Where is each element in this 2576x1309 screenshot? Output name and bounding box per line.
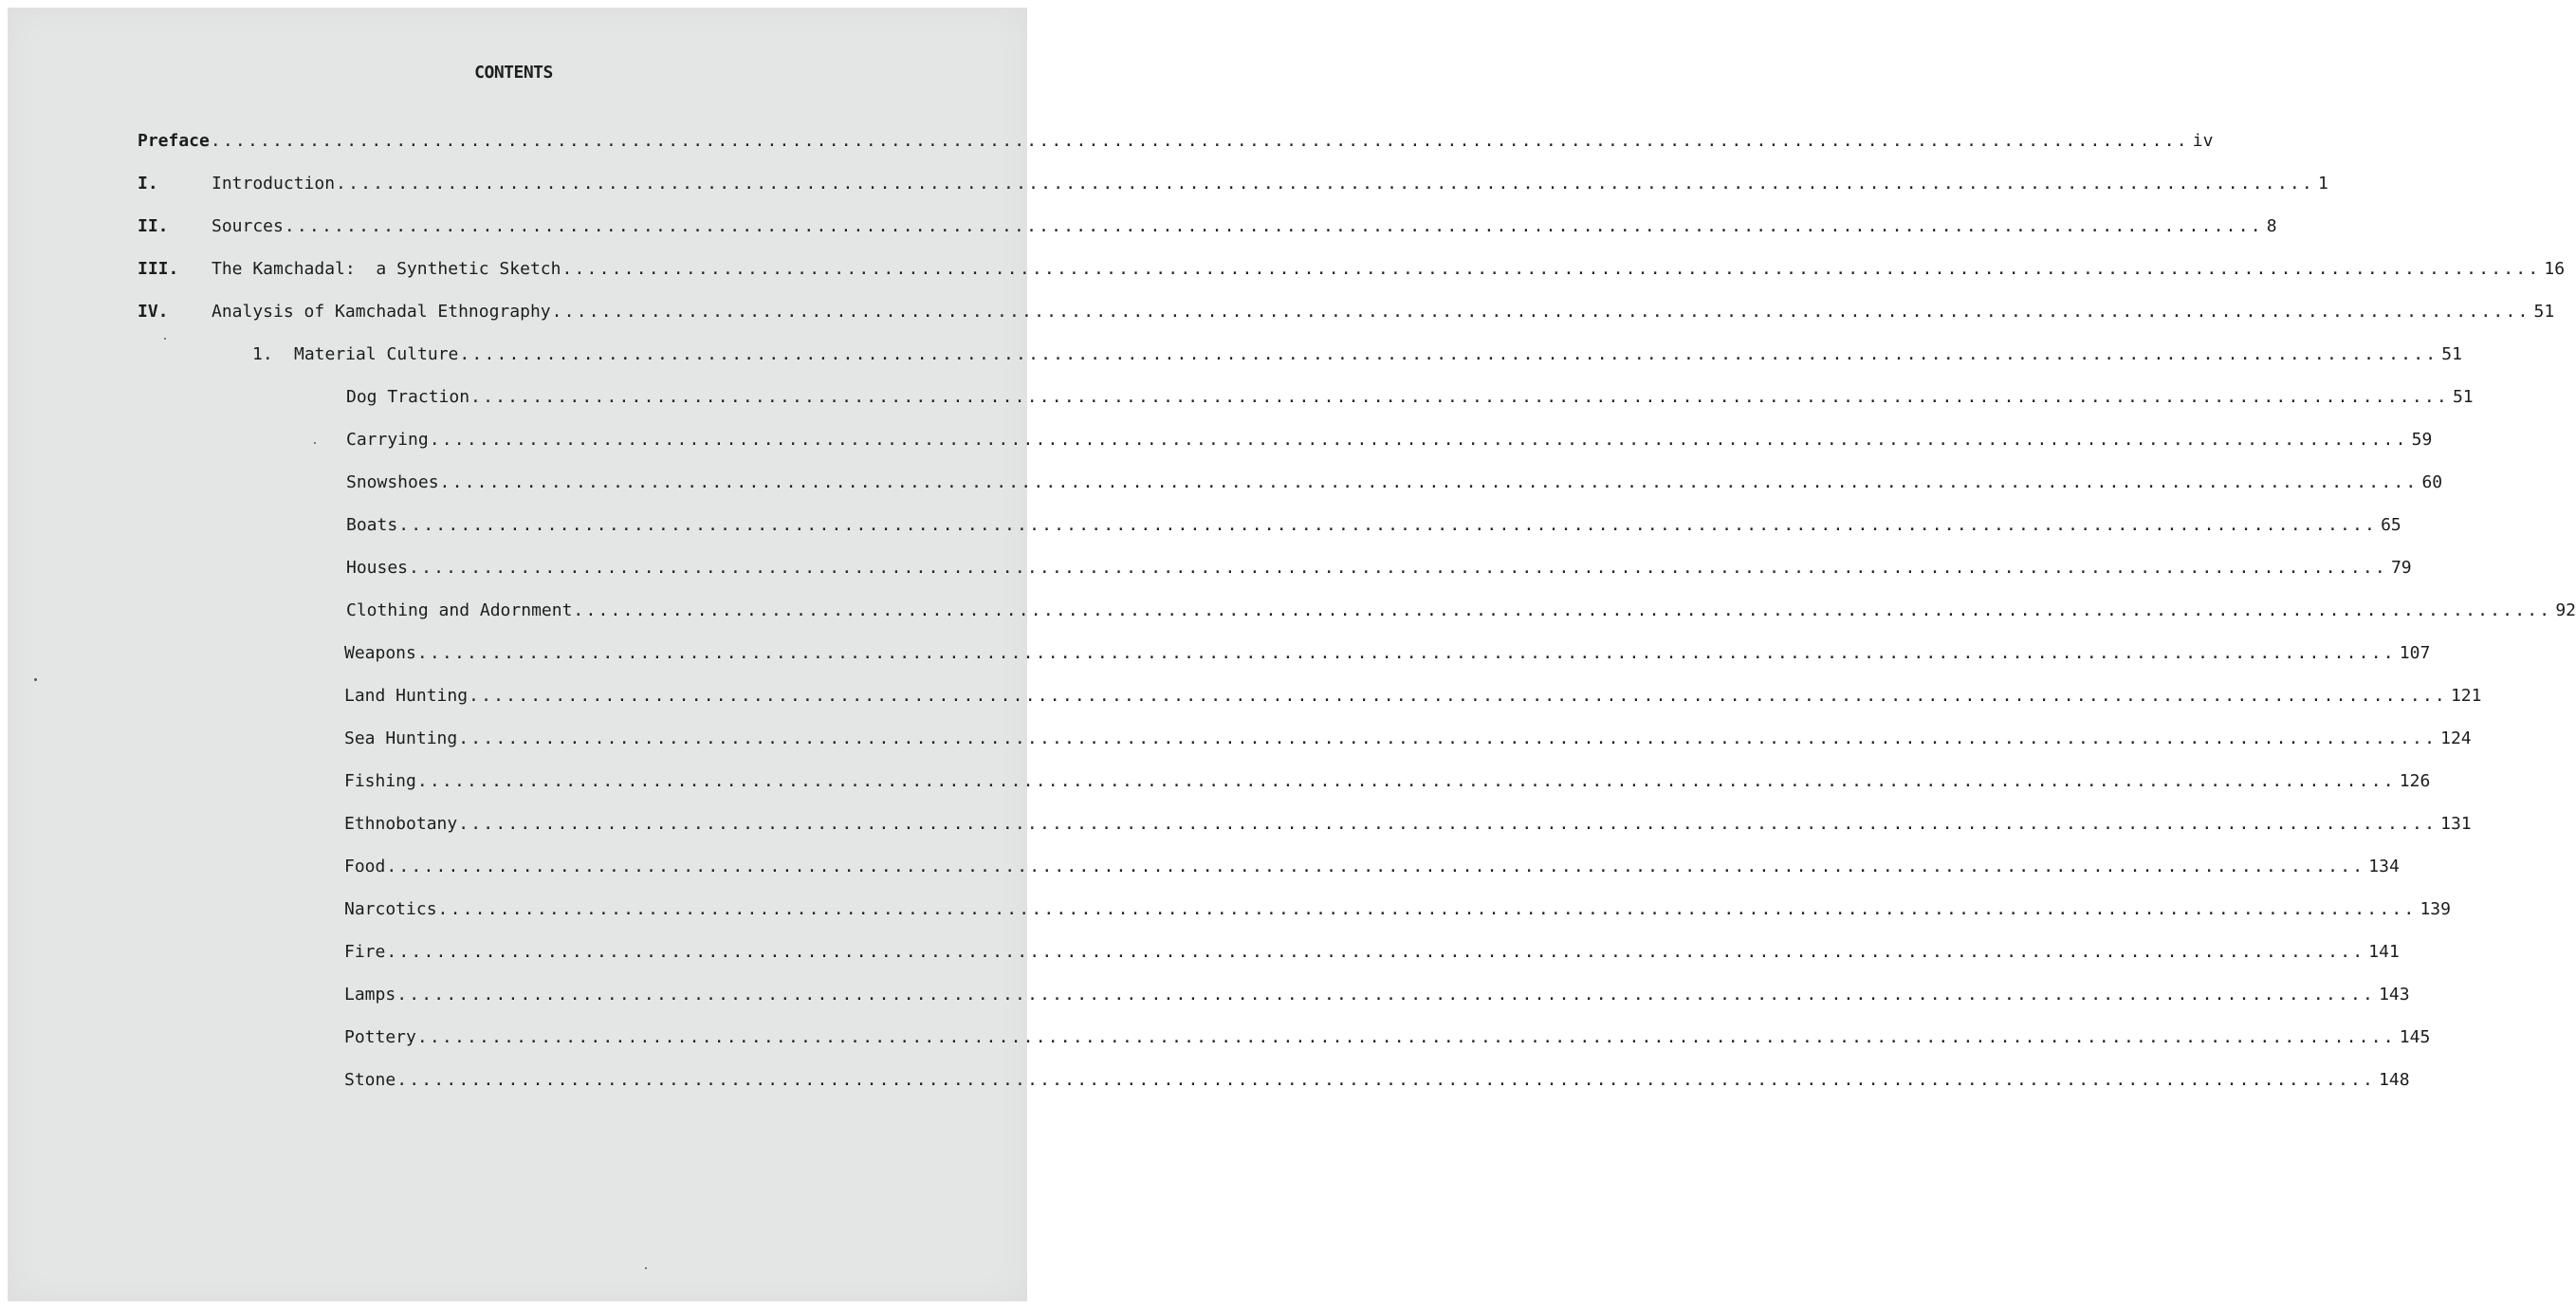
- toc-entry-analysis: [138, 302, 2555, 326]
- scan-speck: [34, 678, 37, 681]
- toc-entry-page: 51: [2441, 344, 2462, 364]
- toc-entry-label: Introduction: [212, 174, 336, 194]
- toc-entry-page: 92: [2555, 600, 2576, 620]
- toc-entry-page: 51: [2452, 387, 2474, 407]
- toc-entry-food: [344, 857, 2400, 881]
- toc-entry-snowshoes: [346, 472, 2443, 497]
- dot-leader: ................................................................................................................................................................: [396, 1070, 2376, 1090]
- toc-entry-page: 141: [2368, 942, 2400, 962]
- toc-entry-carrying: [346, 430, 2433, 454]
- chapter-number: III.: [138, 259, 179, 279]
- dot-leader: ................................................................................................................................................................: [439, 472, 2419, 492]
- toc-entry-page: 107: [2399, 643, 2431, 663]
- toc-entry-label: Clothing and Adornment: [346, 600, 573, 620]
- toc-entry-fishing: [344, 771, 2431, 796]
- dot-leader: ................................................................................................................................................................: [336, 174, 2314, 194]
- scan-speck: [645, 1267, 647, 1269]
- toc-entry-land-hunting: [344, 686, 2482, 710]
- dot-leader: ................................................................................................................................................................: [416, 1027, 2396, 1047]
- toc-entry-weapons: [344, 643, 2431, 668]
- toc-entry-label: Fishing: [344, 771, 416, 791]
- toc-entry-page: 124: [2440, 728, 2472, 748]
- toc-entry-label: Preface: [138, 131, 210, 151]
- toc-entry-label: Sources: [212, 216, 284, 236]
- toc-entry-page: 143: [2379, 985, 2410, 1005]
- toc-entry-label: Houses: [346, 558, 409, 578]
- toc-entry-introduction: [138, 174, 2328, 198]
- dot-leader: ................................................................................................................................................................: [429, 430, 2408, 450]
- toc-entry-clothing: [346, 600, 2576, 625]
- toc-entry-label: Weapons: [344, 643, 416, 663]
- chapter-number: IV.: [138, 302, 169, 322]
- toc-entry-label: Carrying: [346, 430, 429, 450]
- dot-leader: ................................................................................................................................................................: [437, 899, 2417, 919]
- dot-leader: ................................................................................................................................................................: [386, 857, 2365, 876]
- toc-entry-page: 134: [2368, 857, 2400, 876]
- toc-entry-pottery: [344, 1027, 2431, 1052]
- toc-entry-page: 16: [2544, 259, 2566, 279]
- toc-entry-label: Material Culture: [294, 344, 459, 364]
- toc-entry-dog-traction: [346, 387, 2474, 412]
- dot-leader: ................................................................................................................................................................: [551, 302, 2530, 322]
- document-page: [8, 8, 2576, 1301]
- toc-entry-lamps: [344, 985, 2410, 1009]
- toc-entry-stone: [344, 1070, 2410, 1095]
- toc-entry-synthetic-sketch: [138, 259, 2566, 284]
- dot-leader: ................................................................................................................................................................: [416, 643, 2396, 663]
- dot-leader: ................................................................................................................................................................: [409, 558, 2387, 578]
- page-title: CONTENTS: [474, 63, 553, 83]
- toc-entry-label: Food: [344, 857, 386, 876]
- toc-entry-boats: [346, 515, 2401, 540]
- dot-leader: ................................................................................................................................................................: [284, 216, 2263, 236]
- toc-entry-label: Snowshoes: [346, 472, 439, 492]
- chapter-number: I.: [138, 174, 158, 194]
- dot-leader: ................................................................................................................................................................: [398, 515, 2378, 535]
- toc-entry-page: 145: [2399, 1027, 2431, 1047]
- toc-entry-preface: [138, 131, 2214, 156]
- toc-entry-label: Analysis of Kamchadal Ethnography: [212, 302, 551, 322]
- toc-entry-page: 60: [2421, 472, 2443, 492]
- section-number: 1.: [252, 344, 273, 364]
- toc-entry-label: The Kamchadal: a Synthetic Sketch: [212, 259, 561, 279]
- toc-entry-label: Narcotics: [344, 899, 437, 919]
- toc-entry-label: Boats: [346, 515, 398, 535]
- toc-entry-page: iv: [2192, 131, 2214, 151]
- toc-entry-page: 51: [2533, 302, 2555, 322]
- toc-entry-material-culture: [252, 344, 2462, 369]
- scan-speck: [314, 442, 316, 444]
- toc-entry-page: 126: [2399, 771, 2431, 791]
- toc-entry-label: Stone: [344, 1070, 396, 1090]
- toc-entry-page: 1: [2317, 174, 2328, 194]
- toc-entry-label: Sea Hunting: [344, 728, 458, 748]
- toc-entry-narcotics: [344, 899, 2451, 924]
- toc-entry-ethnobotany: [344, 814, 2472, 839]
- toc-entry-sea-hunting: [344, 728, 2472, 753]
- toc-entry-label: Lamps: [344, 985, 396, 1005]
- dot-leader: ................................................................................................................................................................: [459, 344, 2438, 364]
- toc-entry-label: Fire: [344, 942, 386, 962]
- dot-leader: ................................................................................................................................................................: [386, 942, 2365, 962]
- toc-entry-label: Land Hunting: [344, 686, 469, 706]
- toc-entry-page: 148: [2379, 1070, 2410, 1090]
- toc-entry-label: Pottery: [344, 1027, 416, 1047]
- toc-entry-houses: [346, 558, 2412, 582]
- toc-entry-page: 121: [2450, 686, 2482, 706]
- toc-entry-page: 131: [2440, 814, 2472, 834]
- toc-entry-page: 65: [2381, 515, 2401, 535]
- toc-entry-page: 59: [2411, 430, 2433, 450]
- toc-entry-fire: [344, 942, 2400, 967]
- dot-leader: ................................................................................................................................................................: [458, 814, 2438, 834]
- toc-entry-sources: [138, 216, 2277, 241]
- scan-speck: [164, 338, 166, 340]
- dot-leader: ................................................................................................................................................................: [573, 600, 2552, 620]
- dot-leader: ................................................................................................................................................................: [210, 131, 2189, 151]
- dot-leader: ................................................................................................................................................................: [470, 387, 2449, 407]
- toc-entry-page: 79: [2390, 558, 2412, 578]
- chapter-number: II.: [138, 216, 169, 236]
- toc-entry-label: Dog Traction: [346, 387, 470, 407]
- dot-leader: ................................................................................................................................................................: [416, 771, 2396, 791]
- toc-entry-label: Ethnobotany: [344, 814, 458, 834]
- dot-leader: ................................................................................................................................................................: [561, 259, 2541, 279]
- toc-entry-page: 8: [2266, 216, 2277, 236]
- toc-entry-page: 139: [2420, 899, 2451, 919]
- dot-leader: ................................................................................................................................................................: [396, 985, 2376, 1005]
- dot-leader: ................................................................................................................................................................: [469, 686, 2447, 706]
- dot-leader: ................................................................................................................................................................: [458, 728, 2438, 748]
